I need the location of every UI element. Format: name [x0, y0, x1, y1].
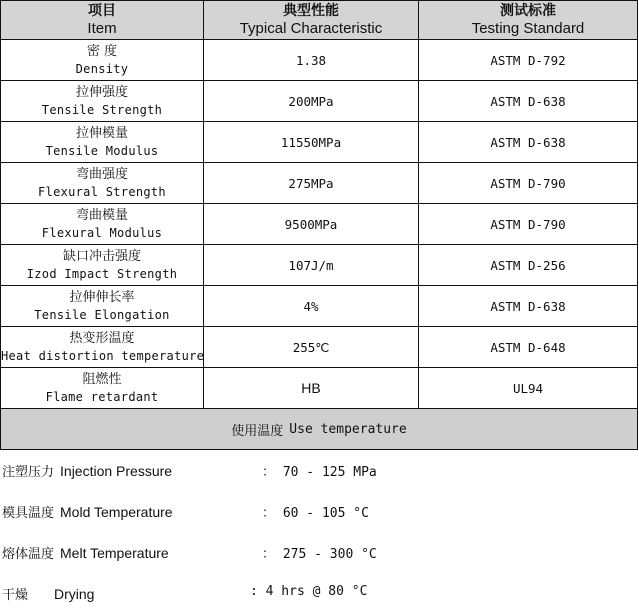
processing-row-drying: [0, 572, 639, 613]
test-standard: ASTM D-792: [419, 40, 638, 81]
header-standard-cn: 测试标准: [500, 3, 556, 19]
header-item-en: Item: [87, 20, 117, 37]
header-item: [1, 1, 204, 40]
table-row: [1, 327, 638, 368]
property-name-cell: [1, 327, 204, 368]
processing-label: [2, 543, 169, 562]
property-name-en: Tensile Elongation: [34, 308, 170, 322]
processing-label-en: Mold Temperature: [60, 504, 173, 520]
property-name-cell: [1, 122, 204, 163]
test-standard: ASTM D-648: [419, 327, 638, 368]
section-header-use-temperature: [0, 409, 638, 450]
table-row: [1, 81, 638, 122]
processing-row-melt-temperature: [0, 531, 639, 572]
processing-value: : 4 hrs @ 80 °C: [250, 584, 368, 599]
processing-row-mold-temperature: [0, 490, 639, 531]
processing-label-en: Drying: [54, 586, 95, 602]
header-standard-en: Testing Standard: [471, 20, 585, 37]
property-name-en: Tensile Strength: [41, 103, 163, 117]
table-row: [1, 245, 638, 286]
property-name-cell: [1, 368, 204, 409]
property-name-en: Flexural Strength: [38, 185, 166, 199]
test-standard: ASTM D-790: [419, 204, 638, 245]
property-value: 4%: [204, 286, 419, 327]
table-row: [1, 286, 638, 327]
processing-value: ： 70 - 125 MPa: [262, 465, 377, 480]
property-name-cn: 缺口冲击强度: [62, 249, 141, 264]
property-value: 107J/m: [204, 245, 419, 286]
property-value: 275MPa: [204, 163, 419, 204]
property-name-cell: [1, 163, 204, 204]
processing-label-cn: 注塑压力: [2, 465, 55, 480]
property-name-cell: [1, 245, 204, 286]
property-name-cell: [1, 81, 204, 122]
test-standard: ASTM D-638: [419, 122, 638, 163]
table-row: [1, 163, 638, 204]
processing-label-cn: 干燥: [2, 588, 29, 603]
property-name-cn: 弯曲强度: [75, 167, 128, 182]
header-standard: [419, 1, 638, 40]
processing-label-cn: 模具温度: [2, 506, 55, 521]
test-standard: UL94: [419, 368, 638, 409]
processing-label-cn: 熔体温度: [2, 547, 55, 562]
table-row: [1, 122, 638, 163]
table-row: [1, 204, 638, 245]
property-name-cell: [1, 40, 204, 81]
header-item-cn: 项目: [88, 3, 116, 19]
test-standard: ASTM D-256: [419, 245, 638, 286]
property-name-cn: 密 度: [86, 44, 118, 59]
processing-label: [2, 502, 173, 521]
property-value: 11550MPa: [204, 122, 419, 163]
section-title-cn: 使用温度: [231, 423, 284, 439]
processing-label-en: Injection Pressure: [60, 463, 173, 479]
test-standard: ASTM D-638: [419, 286, 638, 327]
processing-label: [2, 461, 172, 480]
property-name-cn: 热变形温度: [69, 331, 135, 346]
property-name-en: Heat distortion temperature: [1, 349, 205, 363]
header-typical: [204, 1, 419, 40]
processing-label-en: Melt Temperature: [60, 545, 169, 561]
processing-value: ： 60 - 105 °C: [262, 506, 369, 521]
processing-label: [2, 584, 94, 603]
property-value: 255℃: [204, 327, 419, 368]
header-typical-en: Typical Characteristic: [239, 20, 383, 37]
property-value: 200MPa: [204, 81, 419, 122]
section-title-en: Use temperature: [289, 421, 407, 437]
property-name-en: Density: [75, 62, 129, 76]
table-header-row: [1, 1, 638, 40]
property-name-cn: 拉伸强度: [75, 85, 128, 100]
table-row: [1, 368, 638, 409]
property-name-en: Flame retardant: [45, 390, 159, 404]
property-name-cn: 阻燃性: [82, 372, 122, 387]
property-name-cn: 拉伸伸长率: [69, 290, 135, 305]
property-name-en: Flexural Modulus: [41, 226, 163, 240]
test-standard: ASTM D-638: [419, 81, 638, 122]
table-row: [1, 40, 638, 81]
property-name-cell: [1, 286, 204, 327]
property-name-cn: 弯曲模量: [75, 208, 128, 223]
property-value: 1.38: [204, 40, 419, 81]
property-name-en: Izod Impact Strength: [26, 267, 178, 281]
test-standard: ASTM D-790: [419, 163, 638, 204]
property-value: HB: [204, 368, 419, 409]
property-value: 9500MPa: [204, 204, 419, 245]
property-name-en: Tensile Modulus: [45, 144, 159, 158]
header-typical-cn: 典型性能: [283, 3, 339, 19]
processing-row-injection-pressure: [0, 449, 639, 490]
property-name-cn: 拉伸模量: [75, 126, 128, 141]
property-name-cell: [1, 204, 204, 245]
processing-value: ： 275 - 300 °C: [262, 547, 377, 562]
